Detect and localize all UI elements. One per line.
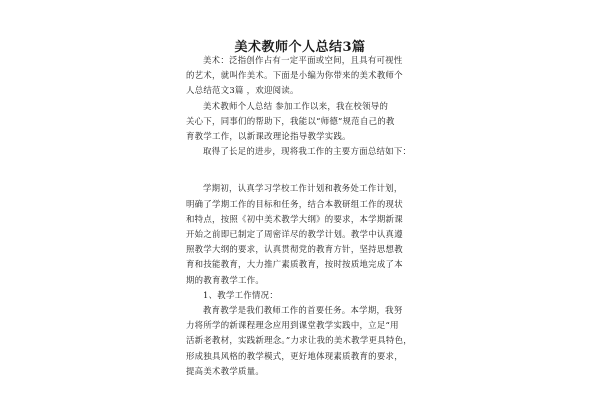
paragraph-line: 人总结范文3篇 ，欢迎阅读。 [186, 85, 299, 96]
paragraph-line: 美术教师个人总结 参加工作以来，我在校领导的 [203, 100, 389, 111]
paragraph-line: 形成独具风格的教学模式，更好地体现素质教育的要求， [186, 350, 403, 361]
paragraph-line: 教育教学是我们教师工作的首要任务。本学期，我努 [203, 305, 403, 315]
paragraph-line: 美术：泛指创作占有一定平面或空间，且具有可视性 [203, 55, 403, 65]
paragraph-line: 期的教育教学工作。 [186, 274, 265, 285]
document-title: 美术教师个人总结3篇 [234, 40, 366, 55]
paragraph-line: 明确了学期工作的目标和任务，结合本教研组工作的现状 [186, 198, 403, 209]
paragraph-line: 和特点，按照《初中美术教学大纲》的要求，本学期新课 [186, 213, 403, 224]
paragraph-line: 开始之前即已制定了周密详尽的教学计划。教学中认真遵 [186, 229, 403, 239]
paragraph-line: 1、教学工作情况： [203, 289, 279, 300]
paragraph-line: 提高美术教学质量。 [186, 365, 265, 376]
paragraph-line: 活新老教材，实践新理念。”力求让我的美术教学更具特色， [186, 335, 412, 346]
paragraph-line: 学期初，认真学习学校工作计划和教务处工作计划， [203, 183, 403, 194]
paragraph-line: 照教学大纲的要求，认真贯彻党的教育方针，坚持思想教 [186, 244, 403, 255]
paragraph-line: 育教学工作，以新课改理论指导教学实践。 [186, 131, 351, 141]
paragraph-line: 育和技能教育，大力推广素质教育，按时按质地完成了本 [186, 259, 403, 270]
paragraph-line: 取得了长足的进步，现将我工作的主要方面总结如下： [203, 146, 412, 157]
paragraph-line: 力将所学的新课程理念应用到课堂教学实践中，立足“用 [186, 320, 399, 331]
paragraph-line: 关心下，同事们的帮助下，我能以“师德”规范自己的教 [186, 115, 395, 126]
paragraph-line: 的艺术，就叫作美术。下面是小编为你带来的美术教师个 [186, 70, 403, 81]
